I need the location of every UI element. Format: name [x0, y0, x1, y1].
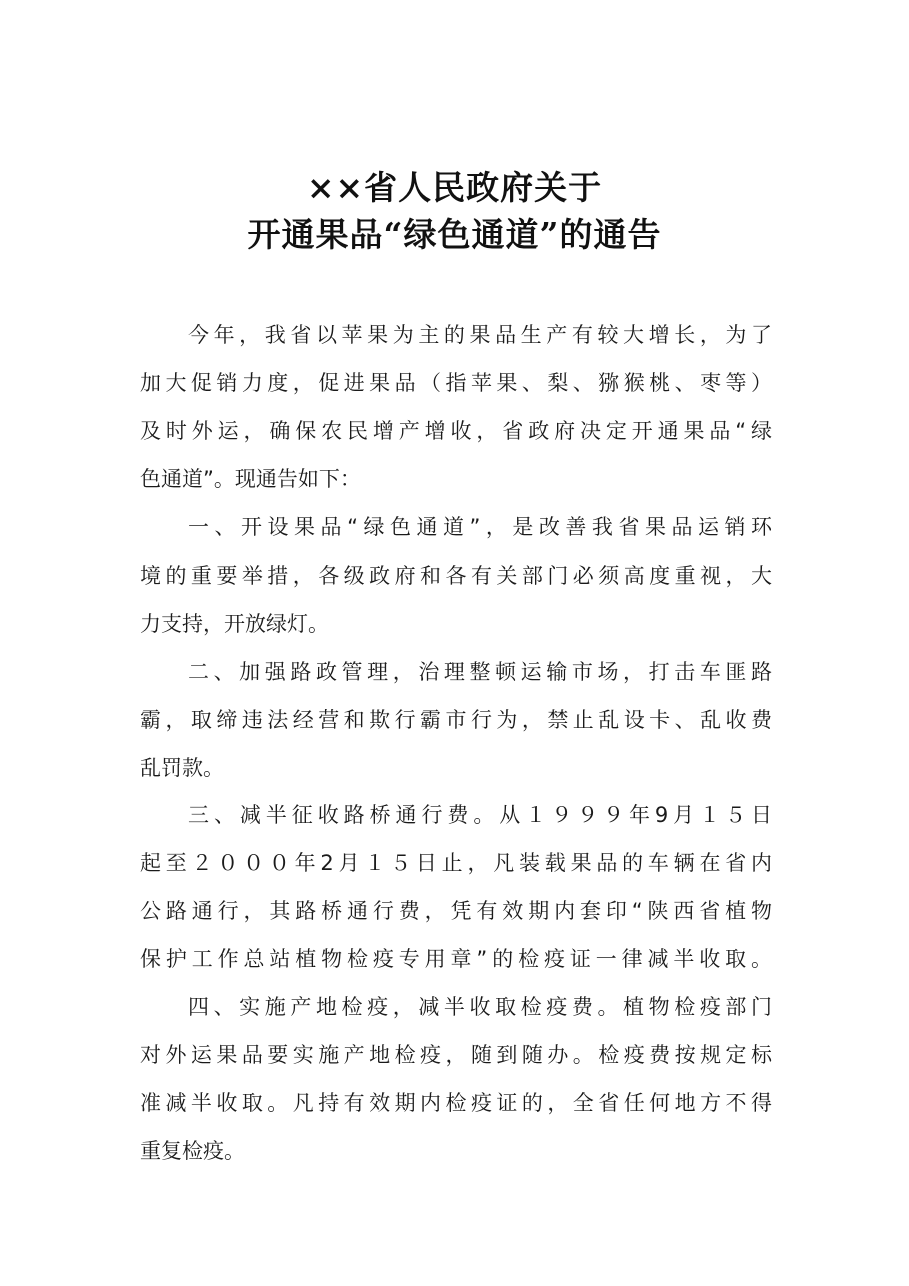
paragraph-4-line-2: 起至２０００年2月１５日止，凡装载果品的车辆在省内 — [140, 851, 772, 875]
paragraph-5-line-3: 准减半收取。凡持有效期内检疫证的，全省任何地方不得 — [140, 1091, 772, 1115]
paragraph-2-line-1: 一、开设果品“绿色通道”，是改善我省果品运销环 — [188, 515, 772, 539]
paragraph-1-line-1: 今年，我省以苹果为主的果品生产有较大增长，为了 — [188, 323, 772, 347]
paragraph-2-line-2: 境的重要举措，各级政府和各有关部门必须高度重视，大 — [140, 564, 772, 588]
paragraph-2-line-3: 力支持，开放绿灯。 — [140, 612, 329, 636]
paragraph-3-line-1: 二、加强路政管理，治理整顿运输市场，打击车匪路 — [188, 660, 772, 684]
document-title-line-1: ××省人民政府关于 — [306, 168, 603, 207]
paragraph-3-line-2: 霸，取缔违法经营和欺行霸市行为，禁止乱设卡、乱收费 — [140, 708, 772, 732]
document-title-line-2: 开通果品“绿色通道”的通告 — [247, 215, 662, 254]
paragraph-3-line-3: 乱罚款。 — [140, 756, 224, 780]
paragraph-4-line-3: 公路通行，其路桥通行费，凭有效期内套印“陕西省植物 — [140, 899, 772, 923]
paragraph-5-line-1: 四、实施产地检疫，减半收取检疫费。植物检疫部门 — [188, 995, 772, 1019]
paragraph-1-line-3: 及时外运，确保农民增产增收，省政府决定开通果品“绿 — [140, 419, 772, 443]
paragraph-5-line-2: 对外运果品要实施产地检疫，随到随办。检疫费按规定标 — [140, 1043, 772, 1067]
paragraph-5-line-4: 重复检疫。 — [140, 1139, 245, 1163]
paragraph-4-line-4: 保护工作总站植物检疫专用章”的检疫证一律减半收取。 — [140, 947, 772, 971]
paragraph-1-line-2: 加大促销力度，促进果品（指苹果、梨、猕猴桃、枣等） — [140, 371, 772, 395]
paragraph-1-line-4: 色通道”。现通告如下： — [140, 467, 361, 491]
paragraph-4-line-1: 三、减半征收路桥通行费。从１９９９年9月１５日 — [188, 803, 772, 827]
